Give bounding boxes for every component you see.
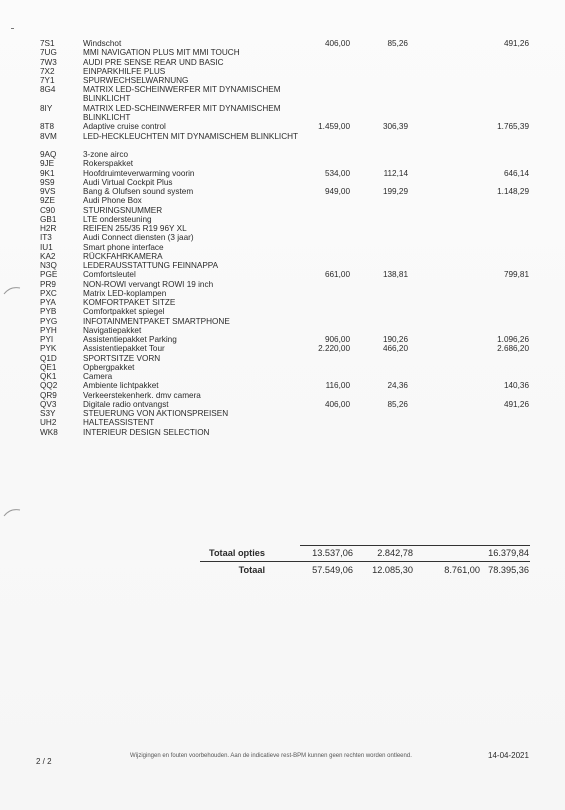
item-description: Navigatiepakket xyxy=(83,325,142,335)
item-description: 3-zone airco xyxy=(83,150,129,159)
item-description: Rokerspakket xyxy=(83,159,134,169)
total-rule xyxy=(200,561,530,562)
item-total: 491,26 xyxy=(503,399,529,409)
item-description: LED-HECKLEUCHTEN MIT DYNAMISCHEM BLINKLICHT xyxy=(83,131,299,141)
item-price: 661,00 xyxy=(324,270,350,280)
item-description: REIFEN 255/35 R19 96Y XL xyxy=(83,224,187,233)
item-description: AUDI PRE SENSE REAR UND BASIC xyxy=(83,57,224,67)
item-code: 9VS xyxy=(40,187,56,196)
item-code: QV3 xyxy=(40,399,57,409)
item-btw: 190,26 xyxy=(382,335,408,344)
punch-hole-mark xyxy=(2,506,22,520)
punch-hole-mark xyxy=(2,284,22,298)
item-total: 2.686,20 xyxy=(497,344,529,354)
item-description: Hoofdruimteverwarming voorin xyxy=(83,168,195,178)
item-description: Assistentiepakket Tour xyxy=(83,344,165,354)
item-description: Camera xyxy=(83,372,113,381)
item-code: IT3 xyxy=(40,233,52,243)
item-code: 7X2 xyxy=(40,66,55,76)
item-code: QK1 xyxy=(40,372,57,381)
item-total: 140,36 xyxy=(503,381,529,391)
footer-disclaimer: Wijzigingen en fouten voorbehouden. Aan de indicatieve rest-BPM kunnen geen rechten worden ontleend. xyxy=(130,753,412,759)
item-btw: 24,36 xyxy=(387,381,408,391)
item-code: 8T8 xyxy=(40,122,55,132)
totaal-opties-label: Totaal opties xyxy=(209,548,265,558)
item-description: HALTEASSISTENT xyxy=(83,418,155,428)
item-description: LEDERAUSSTATTUNG FEINNAPPA xyxy=(83,261,219,270)
item-description: Audi Connect diensten (3 jaar) xyxy=(83,233,194,243)
item-code: QQ2 xyxy=(40,381,58,391)
item-description: Smart phone interface xyxy=(83,242,164,252)
item-code: 9AQ xyxy=(40,150,57,159)
item-description: SPURWECHSELWARNUNG xyxy=(83,76,189,85)
item-description: Audi Phone Box xyxy=(83,196,142,206)
item-description: KOMFORTPAKET SITZE xyxy=(83,298,176,307)
item-code: PYH xyxy=(40,325,57,335)
item-description: INFOTAINMENTPAKET SMARTPHONE xyxy=(83,316,230,326)
item-code: WK8 xyxy=(40,427,58,437)
item-btw: 85,26 xyxy=(387,399,408,409)
item-code: PYI xyxy=(40,335,54,344)
item-description: SPORTSITZE VORN xyxy=(83,353,161,363)
item-description: RÜCKFAHRKAMERA xyxy=(83,251,163,261)
item-description: Comfortsleutel xyxy=(83,270,136,280)
item-code: C90 xyxy=(40,205,56,215)
item-description: Adaptive cruise control xyxy=(83,122,166,132)
footer-date: 14-04-2021 xyxy=(488,751,529,760)
totaal-label: Totaal xyxy=(238,565,265,575)
item-code: 7UG xyxy=(40,48,57,58)
item-code: 7W3 xyxy=(40,57,57,67)
item-description: Digitale radio ontvangst xyxy=(83,399,169,409)
item-code: 9ZE xyxy=(40,196,56,206)
item-price: 406,00 xyxy=(324,399,350,409)
item-description: Verkeerstekenherk. dmv camera xyxy=(83,390,201,400)
item-total: 799,81 xyxy=(503,270,529,280)
item-btw: 466,20 xyxy=(382,344,408,354)
item-price: 534,00 xyxy=(324,168,350,178)
item-code: 8IY xyxy=(40,103,53,113)
totaal-opties-v4: 16.379,84 xyxy=(488,548,529,558)
item-description: Comfortpakket spiegel xyxy=(83,307,165,317)
item-description: EINPARKHILFE PLUS xyxy=(83,66,166,76)
item-code: PYK xyxy=(40,344,57,354)
item-total: 1.765,39 xyxy=(497,122,529,132)
item-code: H2R xyxy=(40,224,57,233)
item-code: QE1 xyxy=(40,362,57,372)
item-code: IU1 xyxy=(40,242,53,252)
item-btw: 112,14 xyxy=(383,168,408,178)
item-code: S3Y xyxy=(40,409,56,418)
item-btw: 199,29 xyxy=(382,187,408,196)
item-code: 8G4 xyxy=(40,85,56,95)
margin-mark xyxy=(11,28,14,29)
item-total: 491,26 xyxy=(503,39,529,48)
item-description: NON-ROWI vervangt ROWI 19 inch xyxy=(83,279,214,289)
item-description: LTE ondersteuning xyxy=(83,214,152,224)
item-description: Opbergpakket xyxy=(83,362,135,372)
totaal-v1: 57.549,06 xyxy=(312,565,353,575)
item-code: 8VM xyxy=(40,131,57,141)
item-code: PYG xyxy=(40,316,58,326)
item-code: QR9 xyxy=(40,390,57,400)
item-code: 7Y1 xyxy=(40,76,55,85)
item-code: KA2 xyxy=(40,251,56,261)
item-code: 9S9 xyxy=(40,177,55,187)
item-code: PYA xyxy=(40,298,56,307)
item-description: Bang & Olufsen sound system xyxy=(83,187,194,196)
item-description: STEUERUNG VON AKTIONSPREISEN xyxy=(83,409,229,418)
item-price: 1.459,00 xyxy=(318,122,350,132)
page-number: 2 / 2 xyxy=(36,757,52,766)
item-description: STURINGSNUMMER xyxy=(83,205,163,215)
item-btw: 138,81 xyxy=(382,270,408,280)
item-code: PGE xyxy=(40,270,58,280)
item-description: MMI NAVIGATION PLUS MIT MMI TOUCH xyxy=(83,48,240,58)
item-code: Q1D xyxy=(40,353,57,363)
item-total: 646,14 xyxy=(503,168,529,178)
item-code: 7S1 xyxy=(40,39,55,48)
item-description: Assistentiepakket Parking xyxy=(83,335,177,344)
item-total: 1.096,26 xyxy=(497,335,529,344)
totaal-v3: 8.761,00 xyxy=(444,565,480,575)
item-code: GB1 xyxy=(40,214,57,224)
totaal-opties-v2: 2.842,78 xyxy=(377,548,413,558)
item-btw: 85,26 xyxy=(387,39,408,48)
item-description: Ambiente lichtpakket xyxy=(83,381,159,391)
item-price: 116,00 xyxy=(325,381,350,391)
item-btw: 306,39 xyxy=(382,122,408,132)
item-code: 9JE xyxy=(40,159,55,169)
item-code: PR9 xyxy=(40,279,56,289)
item-description: Audi Virtual Cockpit Plus xyxy=(83,177,173,187)
item-code: N3Q xyxy=(40,261,57,270)
totaal-v4: 78.395,36 xyxy=(488,565,529,575)
item-code: PXC xyxy=(40,288,57,298)
item-code: UH2 xyxy=(40,418,57,428)
totaal-v2: 12.085,30 xyxy=(372,565,413,575)
item-price: 406,00 xyxy=(324,39,350,48)
item-price: 906,00 xyxy=(324,335,350,344)
item-price: 949,00 xyxy=(324,187,350,196)
item-total: 1.148,29 xyxy=(497,187,529,196)
subtotal-rule xyxy=(300,545,530,546)
item-code: PYB xyxy=(40,307,57,317)
item-description: MATRIX LED-SCHEINWERFER MIT DYNAMISCHEM BLINKLICHT xyxy=(83,85,281,104)
item-description: INTERIEUR DESIGN SELECTION xyxy=(83,427,210,437)
item-description: Matrix LED-koplampen xyxy=(83,288,167,298)
totaal-opties-v1: 13.537,06 xyxy=(312,548,353,558)
item-price: 2.220,00 xyxy=(318,344,350,354)
item-description: Windschot xyxy=(83,39,122,48)
item-code: 9K1 xyxy=(40,168,55,178)
item-description: MATRIX LED-SCHEINWERFER MIT DYNAMISCHEM BLINKLICHT xyxy=(83,103,281,122)
